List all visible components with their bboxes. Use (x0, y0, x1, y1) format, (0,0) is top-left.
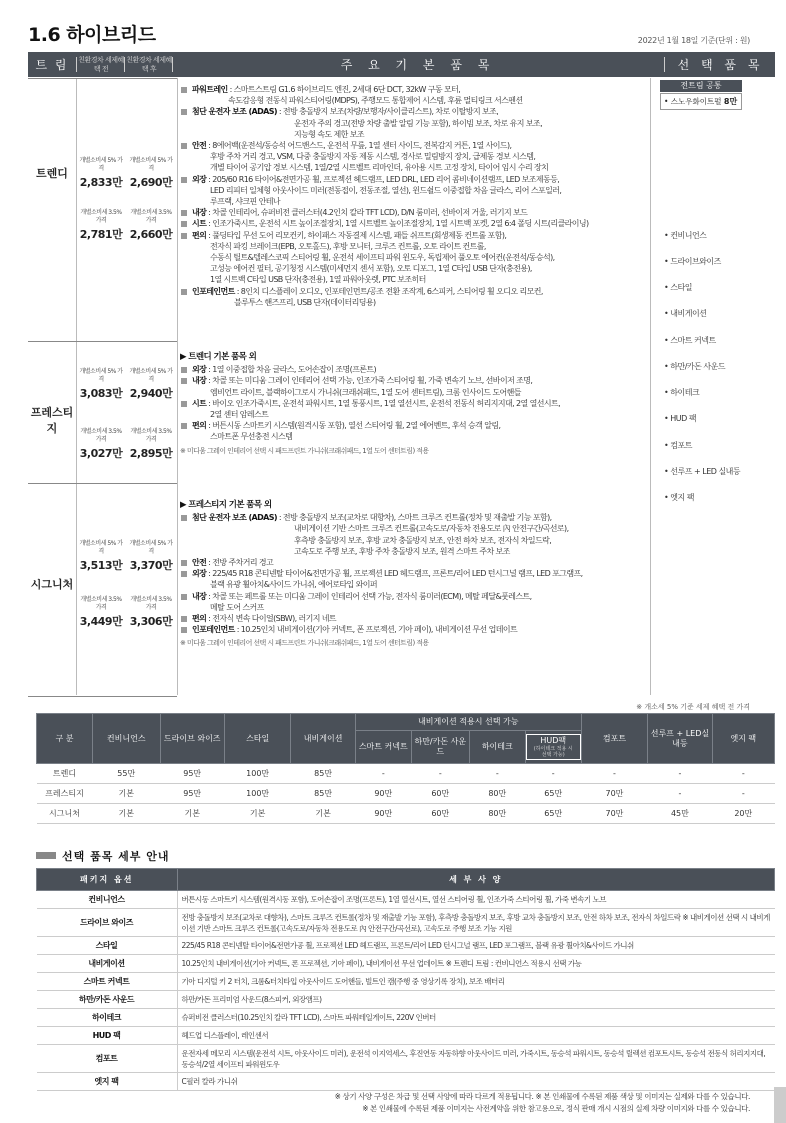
feature-category: 파워트레인 (192, 85, 228, 94)
feature-text: : 스마트스트림 G1.6 하이브리드 엔진, 2세대 6단 DCT, 32kW 구동 모터, (227, 85, 461, 94)
feature-continuation: 루프랙, 샤크핀 안테나 (210, 197, 280, 207)
feature-category: 편의 (192, 614, 207, 624)
feature-row (180, 591, 642, 613)
feature-text: : 인조가죽시트, 운전석 시트 높이조절장치, 1열 시트벨트 높이조절장치, 1열 시트백 포켓, 2열 6:4 폴딩 시트(리클라이닝) (206, 219, 589, 229)
feature-text: : 전방 충돌방지 보조(교차로 대향차), 스마트 크루즈 컨트롤(정차 및 재출발 기능 포함), (276, 513, 552, 523)
price-cell: 기본 (291, 804, 355, 824)
header-after-benefit: 친환경차 세제혜택 후 (126, 55, 172, 73)
feature-row (180, 557, 642, 568)
price-cell: - (648, 784, 712, 804)
bullet-square-icon (181, 401, 187, 407)
option-item: • 선루프 + LED 실내등 (664, 467, 741, 476)
signature-note: ※ 미디움 그레이 인테리어 선택 시 패드프린트 가니쉬(크래쉬패드, 1열 도어 센터트림) 적용 (180, 639, 429, 648)
package-spec: 버튼시동 스마트키 시스템(원격시동 포함), 도어손잡이 조명(프론트), 1열 열선시트, 열선 스티어링 휠, 인조가죽 스티어링 휠, 가죽 변속기 노브 (177, 891, 775, 909)
feature-continuation: 개별 타이어 공기압 경보 시스템, 1열/2열 시트벨트 리마인더, 유아용 시트 고정 장치, 타이어 임시 수리 장치 (210, 163, 549, 173)
price-before-35: 개별소비세 3.5% 가격 2,781만 (79, 209, 123, 241)
price-cell: 기본 (92, 784, 160, 804)
detail-row (37, 1009, 775, 1027)
price-row (37, 784, 775, 804)
price-cell: 80만 (469, 784, 525, 804)
header-before-benefit: 친환경차 세제혜택 전 (78, 55, 124, 73)
detail-row (37, 991, 775, 1009)
feature-category: 안전 (192, 141, 207, 151)
price-cell: - (712, 784, 774, 804)
package-name: 드라이브 와이즈 (37, 909, 178, 937)
feature-text: : 전방 주차거리 경고 (206, 558, 274, 568)
feature-category: 안전 (192, 558, 207, 568)
feature-row (180, 398, 642, 420)
price-after-5: 개별소비세 5% 가격 2,690만 (129, 157, 173, 189)
price-after-35: 개별소비세 3.5% 가격 2,895만 (129, 428, 173, 460)
feature-category: 외장 (192, 174, 207, 184)
feature-continuation: 고성능 에어컨 필터, 공기청정 시스템(미세먼지 센서 포함), 오토 디포그, 1열 C타입 USB 단자(충전용), (210, 264, 532, 274)
package-spec: C필러 칼라 가니쉬 (177, 1073, 775, 1091)
option-item: • 컴포트 (664, 441, 692, 450)
th-style: 스타일 (224, 714, 291, 764)
price-cell: 70만 (581, 804, 648, 824)
price-before-5: 개별소비세 5% 가격 3,513만 (79, 540, 123, 572)
detail-row (37, 973, 775, 991)
detail-row (37, 1073, 775, 1091)
price-cell: - (355, 764, 411, 784)
feature-text: : 전자식 변속 다이얼(SBW), 러기지 네트 (206, 614, 337, 624)
bullet-square-icon (181, 177, 187, 183)
header-options: 선 택 품 목 (677, 58, 764, 72)
price-after-35: 개별소비세 3.5% 가격 2,660만 (129, 209, 173, 241)
th-package: 패키지 옵션 (37, 869, 178, 891)
option-item: • 내비게이션 (664, 309, 707, 318)
price-before-5: 개별소비세 5% 가격 2,833만 (79, 157, 123, 189)
price-cell: - (712, 764, 774, 784)
bullet-square-icon (181, 627, 187, 633)
th-edge: 엣지 팩 (712, 714, 774, 764)
feature-category: 내장 (192, 376, 207, 386)
price-cell: 100만 (224, 764, 291, 784)
package-spec: 운전자세 메모리 시스템(운전석 시트, 아웃사이드 미러), 운전석 이지억세스, 후진연동 자동하향 아웃사이드 미러, 가죽시트, 동승석 파워시트, 동승석 릴렉션 컴포트시트, 동승석 전동식 허리지지대, 동승석/2열 세이프티 파워윈도우 (177, 1045, 775, 1073)
th-spec: 세 부 사 양 (177, 869, 775, 891)
package-spec: 헤드업 디스플레이, 레인센서 (177, 1027, 775, 1045)
th-hud: HUD팩 (하이테크 적용 시 선택 가능) (525, 731, 581, 764)
footnote-2: ※ 본 인쇄물에 수록된 제품 이미지는 사전계약을 위한 참고용으로, 정식 판매 개시 시점의 실제 차량 이미지와 다를 수 있습니다. (362, 1104, 750, 1113)
feature-row (180, 84, 642, 106)
feature-continuation: 스마트폰 무선충전 시스템 (210, 432, 293, 442)
bullet-square-icon (181, 210, 187, 216)
price-before-35: 개별소비세 3.5% 가격 3,027만 (79, 428, 123, 460)
price-cell: 85만 (291, 784, 355, 804)
feature-continuation: 후측방 충돌방지 보조, 후방 교차 충돌방지 보조, 안전 하차 보조, 전자식 차일드락, (294, 535, 552, 545)
feature-continuation: 메탈 도어 스커프 (210, 602, 264, 612)
price-cell: - (648, 764, 712, 784)
signature-features (180, 500, 642, 650)
price-cell: 70만 (581, 784, 648, 804)
feature-category: 시트 (192, 398, 207, 408)
feature-continuation: 블랙 유광 휠아치&사이드 가니쉬, 에어로타입 와이퍼 (210, 580, 377, 590)
row-trim: 시그니처 (37, 804, 93, 824)
bullet-square-icon (181, 87, 187, 93)
option-item: • 드라이브와이즈 (664, 257, 721, 266)
feature-text: : 10.25인치 내비게이션(기아 커넥트, 폰 프로젝션, 기아 페이), 내비게이션 무선 업데이트 (234, 625, 518, 635)
feature-category: 첨단 운전자 보조 (ADAS) (192, 513, 277, 523)
package-spec: 하만/카돈 프리미엄 사운드(8스피커, 외장앰프) (177, 991, 775, 1009)
feature-row (180, 375, 642, 397)
feature-category: 편의 (192, 421, 207, 431)
price-row (37, 804, 775, 824)
feature-text: : 차콜 인테리어, 슈퍼비전 클러스터(4.2인치 칼라 TFT LCD), D/N 룸미러, 선바이저 거울, 러기지 보드 (206, 208, 528, 218)
feature-category: 외장 (192, 365, 207, 375)
bullet-square-icon (181, 378, 187, 384)
price-cell: 55만 (92, 764, 160, 784)
detail-row (37, 937, 775, 955)
feature-row (180, 420, 642, 442)
trim-signature (28, 483, 177, 697)
price-cell: 65만 (525, 784, 581, 804)
price-after-5: 개별소비세 5% 가격 2,940만 (129, 368, 173, 400)
prestige-head: ▶ 트렌디 기본 품목 외 (180, 352, 257, 362)
price-cell: 95만 (160, 784, 224, 804)
feature-text: : 전방 충돌방지 보조(차량/보행자/사이클리스트), 차로 이탈방지 보조, (276, 107, 499, 117)
detail-row (37, 891, 775, 909)
package-name: 컨비니언스 (37, 891, 178, 909)
option-price-table (36, 713, 775, 824)
price-cell: 100만 (224, 784, 291, 804)
detail-row (37, 955, 775, 973)
option-item: • 스마트 커넥트 (664, 336, 716, 345)
th-group: 구 분 (37, 714, 93, 764)
feature-continuation: 운전자 주의 경고(전방 차량 출발 알림 기능 포함), 하이빔 보조, 차로 유지 보조, (294, 118, 543, 128)
feature-text: : 버튼시동 스마트키 시스템(원격시동 포함), 열선 스티어링 휠, 2열 에어벤트, 후석 승객 알림, (206, 421, 501, 431)
feature-continuation: LED 리피터 일체형 아웃사이드 미러(전동접이, 전동조절, 열선), 윈드쉴드 이중접합 차음 글라스, 리어 스포일러, (210, 185, 562, 195)
feature-category: 인포테인먼트 (192, 625, 235, 635)
feature-category: 외장 (192, 569, 207, 579)
package-spec: 슈퍼비전 클러스터(10.25인치 칼라 TFT LCD), 스마트 파워테일게이트, 220V 인버터 (177, 1009, 775, 1027)
trim-prestige (28, 341, 177, 482)
feature-text: : 차콜 또는 미디움 그레이 인테리어 선택 가능, 인조가죽 스티어링 휠, 가죽 변속기 노브, 선바이저 조명, (206, 376, 533, 386)
feature-text: : 풀딩타입 무선 도어 리모컨키, 하이패스 자동결제 시스템, 패들 쉬프트(회생제동 컨트롤 포함), (206, 230, 507, 240)
price-cell: - (525, 764, 581, 784)
bullet-square-icon (181, 143, 187, 149)
page-title: 1.6 하이브리드 (28, 24, 156, 46)
feature-category: 내장 (192, 208, 207, 218)
option-detail-table (36, 868, 775, 1091)
feature-category: 첨단 운전자 보조 (ADAS) (192, 107, 277, 117)
package-spec: 225/45 R18 콘티넨탈 타이어&전면가공 휠, 프로젝션 LED 헤드램프, 프론트/리어 LED 턴시그널 램프, LED 포그램프, 블랙 유광 휠아치&사이드 가니쉬 (177, 937, 775, 955)
trendy-features (180, 84, 642, 308)
header-basic-items: 주 요 기 본 품 목 (340, 58, 496, 72)
th-harman: 하만/카돈 사운드 (411, 731, 469, 764)
prestige-features (180, 352, 642, 457)
feature-continuation: 내비게이션 기반 스마트 크루즈 컨트롤(고속도로/자동차 전용도로 內 안전구간/곡선로), (294, 524, 569, 534)
feature-row (180, 512, 642, 557)
feature-row (180, 286, 642, 308)
option-item: • 하이테크 (664, 388, 700, 397)
signature-head: ▶ 프레스티지 기본 품목 외 (180, 500, 272, 510)
price-cell: 80만 (469, 804, 525, 824)
bullet-square-icon (181, 560, 187, 566)
trim-trendy (28, 78, 177, 341)
footnote-1: ※ 상기 사양 구성은 차급 및 선택 사양에 따라 다르게 적용됩니다. ※ 본 인쇄물에 수록된 제품 색상 및 이미지는 실제와 다를 수 있습니다. (334, 1092, 750, 1101)
package-name: 스마트 커넥트 (37, 973, 178, 991)
trim-name: 프레스티지 (30, 406, 74, 435)
price-table-note: ※ 개소세 5% 기준 세제 혜택 전 가격 (636, 703, 750, 711)
option-item: • 엣지 팩 (664, 493, 694, 502)
detail-row (37, 909, 775, 937)
price-cell: 95만 (160, 764, 224, 784)
prestige-note: ※ 미디움 그레이 인테리어 선택 시 패드프린트 가니쉬(크래쉬패드, 1열 도어 센터트림) 적용 (180, 446, 429, 455)
feature-text: : 바이오 인조가죽시트, 운전석 파워시트, 1열 통풍시트, 1열 열선시트, 운전석 전동식 허리지지대, 2열 열선시트, (206, 398, 561, 408)
bullet-square-icon (181, 367, 187, 373)
price-date: 2022년 1월 18일 기준(단위 : 원) (637, 36, 750, 45)
bullet-square-icon (181, 109, 187, 115)
section-bar (36, 852, 56, 859)
price-cell: 90만 (355, 804, 411, 824)
trim-name: 시그니처 (30, 578, 74, 591)
package-name: 내비게이션 (37, 955, 178, 973)
th-navigation: 내비게이션 (291, 714, 355, 764)
price-after-35: 개별소비세 3.5% 가격 3,306만 (129, 596, 173, 628)
feature-text: : 205/60 R16 타이어&전면가공 휠, 프로젝션 헤드램프, LED DRL, LED 리어 콤비네이션램프, LED 보조제동등, (206, 174, 560, 184)
option-item: • HUD 팩 (664, 414, 697, 423)
bullet-square-icon (181, 233, 187, 239)
feature-text: : 차콜 또는 페트롤 또는 미디움 그레이 인테리어 선택 가능, 전자식 룸미러(ECM), 메탈 페달&풋레스트, (206, 591, 532, 601)
bullet-square-icon (181, 616, 187, 622)
price-cell: 60만 (411, 804, 469, 824)
feature-continuation: 지능형 속도 제한 보조 (294, 129, 364, 139)
feature-text: : 8에어백(운전석/동승석 어드밴스드, 운전석 무릎, 1열 센터 사이드, 전복감지 커튼, 1열 사이드), (206, 141, 512, 151)
feature-row (180, 230, 642, 286)
feature-continuation: 엠비언트 라이트, 블랙하이그로시 가니쉬(크래쉬패드, 1열 도어 센터트림), 크롬 인사이드 도어핸들 (210, 387, 521, 397)
feature-continuation: 블루투스 핸즈프리, USB 단자(데이터리딩용) (234, 297, 376, 307)
price-cell: 기본 (160, 804, 224, 824)
feature-row (180, 140, 642, 174)
spec-header (28, 52, 775, 77)
package-name: 컴포트 (37, 1045, 178, 1073)
price-cell: - (469, 764, 525, 784)
feature-category: 내장 (192, 591, 207, 601)
option-item: • 컨비니언스 (664, 231, 707, 240)
feature-row (180, 106, 642, 140)
feature-row (180, 568, 642, 590)
option-item: • 스타일 (664, 283, 692, 292)
price-cell: 90만 (355, 784, 411, 804)
feature-row (180, 207, 642, 218)
th-drivewise: 드라이브 와이즈 (160, 714, 224, 764)
package-spec: 10.25인치 내비게이션(기아 커넥트, 폰 프로젝션, 기아 페이), 내비게이션 무선 업데이트 ※ 트렌디 트림 : 컨비니언스 적용시 선택 가능 (177, 955, 775, 973)
th-hightech: 하이테크 (469, 731, 525, 764)
feature-text: : 1열 이중접합 차음 글라스, 도어손잡이 조명(프론트) (206, 365, 376, 375)
trim-name: 트렌디 (36, 167, 68, 180)
th-sunroof: 선루프 + LED실내등 (648, 714, 712, 764)
price-cell: - (411, 764, 469, 784)
price-before-35: 개별소비세 3.5% 가격 3,449만 (79, 596, 123, 628)
detail-title: 선택 품목 세부 안내 (62, 850, 170, 863)
option-item: • 하만/카돈 사운드 (664, 362, 726, 371)
feature-continuation: 수동식 틸트&텔레스코픽 스티어링 휠, 운전석 세이프티 파워 윈도우, 독립제어 풀오토 에어컨(운전석/동승석), (210, 253, 555, 263)
package-name: 하이테크 (37, 1009, 178, 1027)
package-name: HUD 팩 (37, 1027, 178, 1045)
feature-row (180, 364, 642, 375)
common-option: • 스노우화이트펄 8만 (660, 93, 742, 110)
page-edge-bar (774, 1087, 786, 1123)
th-comfort: 컴포트 (581, 714, 648, 764)
feature-continuation: 고속도로 주행 보조, 후방 주차 충돌방지 보조, 원격 스마트 주차 보조 (294, 546, 510, 556)
bullet-square-icon (181, 571, 187, 577)
options-column (658, 80, 773, 502)
bullet-square-icon (181, 515, 187, 521)
price-cell: 85만 (291, 764, 355, 784)
feature-continuation: 전자식 파킹 브레이크(EPB, 오토홀드), 후방 모니터, 크루즈 컨트롤, 오토 라이트 컨트롤, (210, 241, 486, 251)
feature-continuation: 속도감응형 전동식 파워스티어링(MDPS), 주행모드 통합제어 시스템, 후륜 멀티링크 서스펜션 (228, 96, 523, 106)
price-before-5: 개별소비세 5% 가격 3,083만 (79, 368, 123, 400)
price-cell: 45만 (648, 804, 712, 824)
row-trim: 트렌디 (37, 764, 93, 784)
feature-category: 인포테인먼트 (192, 286, 235, 296)
feature-row (180, 174, 642, 208)
package-spec: 기아 디지털 키 2 터치, 크롬&터치타입 아웃사이드 도어핸들, 빌트인 캠(주행 중 영상기록 장치), 보조 배터리 (177, 973, 775, 991)
row-trim: 프레스티지 (37, 784, 93, 804)
feature-continuation: 2열 센터 암레스트 (210, 410, 269, 420)
price-row (37, 764, 775, 784)
feature-row (180, 218, 642, 229)
price-after-5: 개별소비세 5% 가격 3,370만 (129, 540, 173, 572)
feature-row (180, 613, 642, 624)
price-cell: 65만 (525, 804, 581, 824)
bullet-square-icon (181, 289, 187, 295)
th-smart-connect: 스마트 커넥트 (355, 731, 411, 764)
th-convenience: 컨비니언스 (92, 714, 160, 764)
feature-category: 편의 (192, 230, 207, 240)
feature-continuation: 후방 주차 거리 경고, VSM, 다중 충돌방지 자동 제동 시스템, 경사로 밀림방지 장치, 급제동 경보 시스템, (210, 152, 536, 162)
th-nav-group: 내비게이션 적용시 선택 가능 (355, 714, 581, 731)
package-spec: 전방 충돌방지 보조(교차로 대향차), 스마트 크루즈 컨트롤(정차 및 재출발 기능 포함), 후측방 충돌방지 보조, 후방 교차 충돌방지 보조, 안전 하차 보조, 전자식 차일드락 ※ 내비게이션 선택 시 내비게이션 기반 스마트 크루즈 컨트롤(고속도로/자동차 전용도로 內 안전구간/곡선로), 고속도로 주행 보조 기능 지원 (177, 909, 775, 937)
price-cell: 기본 (92, 804, 160, 824)
all-trim-badge: 전트림 공통 (660, 80, 742, 92)
price-cell: 기본 (224, 804, 291, 824)
detail-row (37, 1027, 775, 1045)
bullet-square-icon (181, 423, 187, 429)
package-name: 하만/카돈 사운드 (37, 991, 178, 1009)
feature-continuation: 1열 시트백 C타입 USB 단자(충전용), 1열 파워아웃렛, PTC 보조히터 (210, 275, 426, 285)
price-cell: - (581, 764, 648, 784)
feature-row (180, 624, 642, 635)
bullet-square-icon (181, 221, 187, 227)
bullet-square-icon (181, 594, 187, 600)
package-name: 엣지 팩 (37, 1073, 178, 1091)
feature-text: : 225/45 R18 콘티넨탈 타이어&전면가공 휠, 프로젝션 LED 헤드램프, 프론트/리어 LED 턴시그널 램프, LED 포그램프, (206, 569, 583, 579)
detail-row (37, 1045, 775, 1073)
price-cell: 60만 (411, 784, 469, 804)
feature-text: : 8인치 디스플레이 오디오, 인포테인먼트/공조 전환 조작계, 6스피커, 스티어링 휠 오디오 리모컨, (234, 286, 543, 296)
feature-category: 시트 (192, 219, 207, 229)
price-cell: 20만 (712, 804, 774, 824)
package-name: 스타일 (37, 937, 178, 955)
header-trim: 트 림 (35, 58, 69, 72)
